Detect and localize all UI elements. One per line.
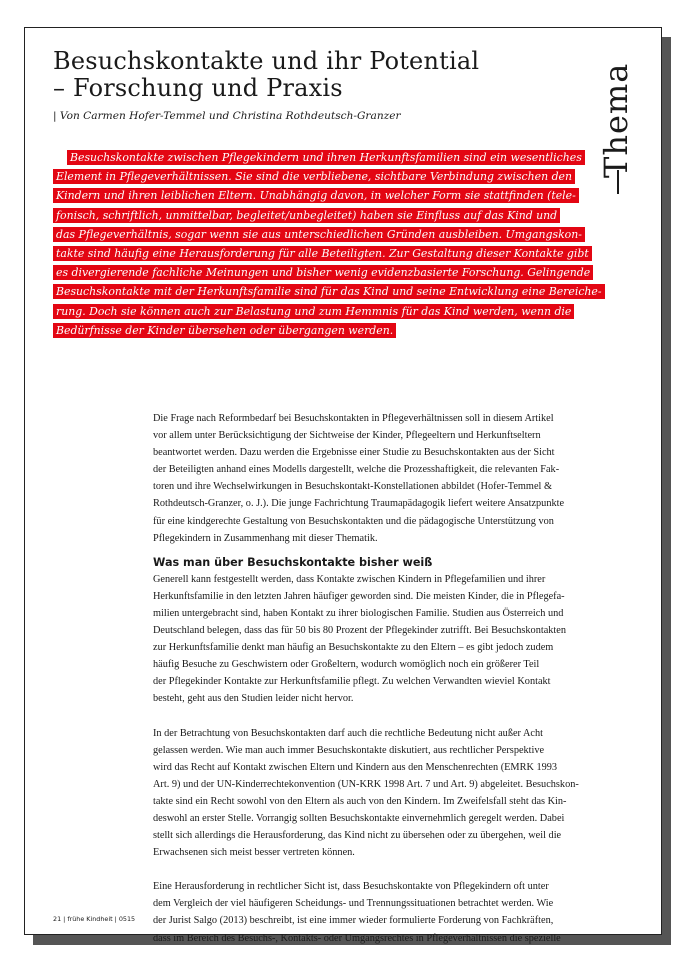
body-line: gelassen werden. Wie man auch immer Besuchskontakte diskutiert, aus rechtlicher Perspektive	[153, 744, 545, 756]
body-line: der Pflegekinder Kontakte zur Herkunftsfamilie pflegt. Zu welchen Verwandten wieviel Kontakt	[153, 676, 551, 688]
body-line: Herkunftsfamilie in den letzten Jahren häufiger geworden sind. Die meisten Kinder, die in Pflegefa-	[153, 590, 565, 602]
paragraph-gap	[153, 708, 591, 725]
section-label-word: Thema	[597, 62, 635, 178]
body-line: beantwortet werden. Dazu werden die Ergebnisse einer Studie zu Besuchskontakten aus der Sicht	[153, 447, 555, 459]
lead-paragraph	[53, 148, 602, 340]
magazine-page	[24, 27, 662, 944]
body-line: dass im Bereich des Besuchs-, Kontakts- oder Umgangsrechtes in Pflegeverhältnissen die spezielle	[153, 932, 561, 944]
body-line: Eine Herausforderung in rechtlicher Sicht ist, dass Besuchskontakte von Pflegekindern oft unter	[153, 881, 549, 893]
section-heading: Was man über Besuchskontakte bisher weiß	[153, 555, 433, 569]
section-label	[597, 38, 653, 208]
title-line-2: – Forschung und Praxis	[53, 74, 343, 102]
lead-line: Besuchskontakte zwischen Pflegekindern und ihren Herkunftsfamilien sind ein wesentliches	[53, 148, 583, 167]
body-line: wird das Recht auf Kontakt zwischen Eltern und Kindern aus den Menschenrechten (EMRK 1993	[153, 761, 558, 773]
body-line: häufig Besuche zu Geschwistern oder Großeltern, wodurch womöglich noch ein größerer Teil	[153, 659, 540, 671]
article-body	[153, 410, 591, 947]
body-line: deswohl an erster Stelle. Vorrangig sollten Besuchskontakte einvernehmlich geregelt werden. Dabei	[153, 812, 565, 824]
body-line: takte sind ein Recht sowohl von den Eltern als auch von den Kindern. Im Zweifelsfall steht das Kin-	[153, 795, 567, 807]
body-line: der Beteiligten anhand eines Modells dargestellt, welche die Prozesshaftigkeit, die relevanten Fak-	[153, 464, 560, 476]
body-line: Rothdeutsch-Granzer, o. J.). Die junge Fachrichtung Traumapädagogik liefert weitere Ansatzpunkte	[153, 498, 565, 510]
body-line: Erwachsenen sich meist besser vertreten können.	[153, 847, 355, 859]
body-paragraph-1	[153, 410, 591, 547]
lead-line: das Pflegeverhältnis, sogar wenn sie aus unterschiedlichen Gründen ausbleiben. Umgangskon-	[53, 225, 583, 244]
body-line: stellt sich allerdings die Herausforderung, das Kind nicht zu übersehen oder zu übergehen, weil die	[153, 830, 562, 842]
lead-line: Besuchskontakte mit der Herkunftsfamilie sind für das Kind und seine Entwicklung eine Bereiche-	[53, 282, 583, 301]
page-footer: 21 | frühe Kindheit | 0515	[53, 915, 136, 923]
body-paragraph-2	[153, 571, 591, 708]
body-line: vor allem unter Berücksichtigung der Sichtweise der Kinder, Pflegeeltern und Herkunftseltern	[153, 430, 541, 442]
body-line: milien untergebracht sind, haben Kontakt zu ihrer biologischen Familie. Studien aus Österreich und	[153, 607, 564, 619]
body-line: dem Vergleich der viel häufigeren Scheidungs- und Trennungssituationen betrachtet werden. Wie	[153, 898, 554, 910]
body-paragraph-4	[153, 878, 591, 946]
title-line-1: Besuchskontakte und ihr Potential	[53, 47, 480, 75]
section-label-text	[597, 38, 635, 178]
lead-line: Element in Pflegeverhältnissen. Sie sind die verbliebene, sichtbare Verbindung zwischen den	[53, 167, 583, 186]
body-line: Pflegekindern in Zusammenhang mit dieser Thematik.	[153, 532, 378, 544]
body-line: Deutschland belegen, dass das für 50 bis 80 Prozent der Pflegekinder zutrifft. Bei Besuchskontakten	[153, 625, 567, 637]
lead-line: Bedürfnisse der Kinder übersehen oder übergangen werden.	[53, 321, 583, 340]
lead-line: es divergierende fachliche Meinungen und bisher wenig evidenzbasierte Forschung. Gelingende	[53, 263, 583, 282]
paragraph-gap	[153, 861, 591, 878]
body-line: zur Herkunftsfamilie denkt man häufig an Besuchskontakte zu den Eltern – es gibt jedoch zudem	[153, 642, 554, 654]
body-line: besteht, geht aus den Studien leider nicht hervor.	[153, 693, 354, 705]
body-paragraph-3	[153, 725, 591, 862]
body-line: In der Betrachtung von Besuchskontakten darf auch die rechtliche Bedeutung nicht außer Acht	[153, 727, 544, 739]
lead-line: fonisch, schriftlich, unmittelbar, begleitet/unbegleitet) haben sie Einfluss auf das Kind und	[53, 206, 583, 225]
article-authors: | Von Carmen Hofer-Temmel und Christina Rothdeutsch-Granzer	[53, 110, 401, 122]
body-line: Die Frage nach Reformbedarf bei Besuchskontakten in Pflegeverhältnissen soll in diesem Artikel	[153, 413, 554, 424]
body-line: Art. 9) und der UN-Kinderrechtekonvention (UN-KRK 1998 Art. 7 und Art. 9) abgeleitet. Besuchskon-	[153, 778, 579, 790]
body-line: toren und ihre Wechselwirkungen in Besuchskontakt-Konstellationen abbildet (Hofer-Temmel &	[153, 481, 552, 493]
body-line: Generell kann festgestellt werden, dass Kontakte zwischen Kindern in Pflegefamilien und ihrer	[153, 573, 546, 585]
article-title	[53, 48, 573, 102]
lead-line: rung. Doch sie können auch zur Belastung und zum Hemmnis für das Kind werden, wenn die	[53, 302, 583, 321]
lead-line: Kindern und ihren leiblichen Eltern. Unabhängig davon, in welcher Form sie stattfinden (tele-	[53, 186, 583, 205]
lead-line: takte sind häufig eine Herausforderung für alle Beteiligten. Zur Gestaltung dieser Kontakte gibt	[53, 244, 583, 263]
body-line: für eine kindgerechte Gestaltung von Besuchskontakten und die pädagogische Unterstützung von	[153, 515, 554, 527]
body-line: der Jurist Salgo (2013) beschreibt, ist eine immer wieder formulierte Forderung von Fachkräften,	[153, 915, 554, 927]
